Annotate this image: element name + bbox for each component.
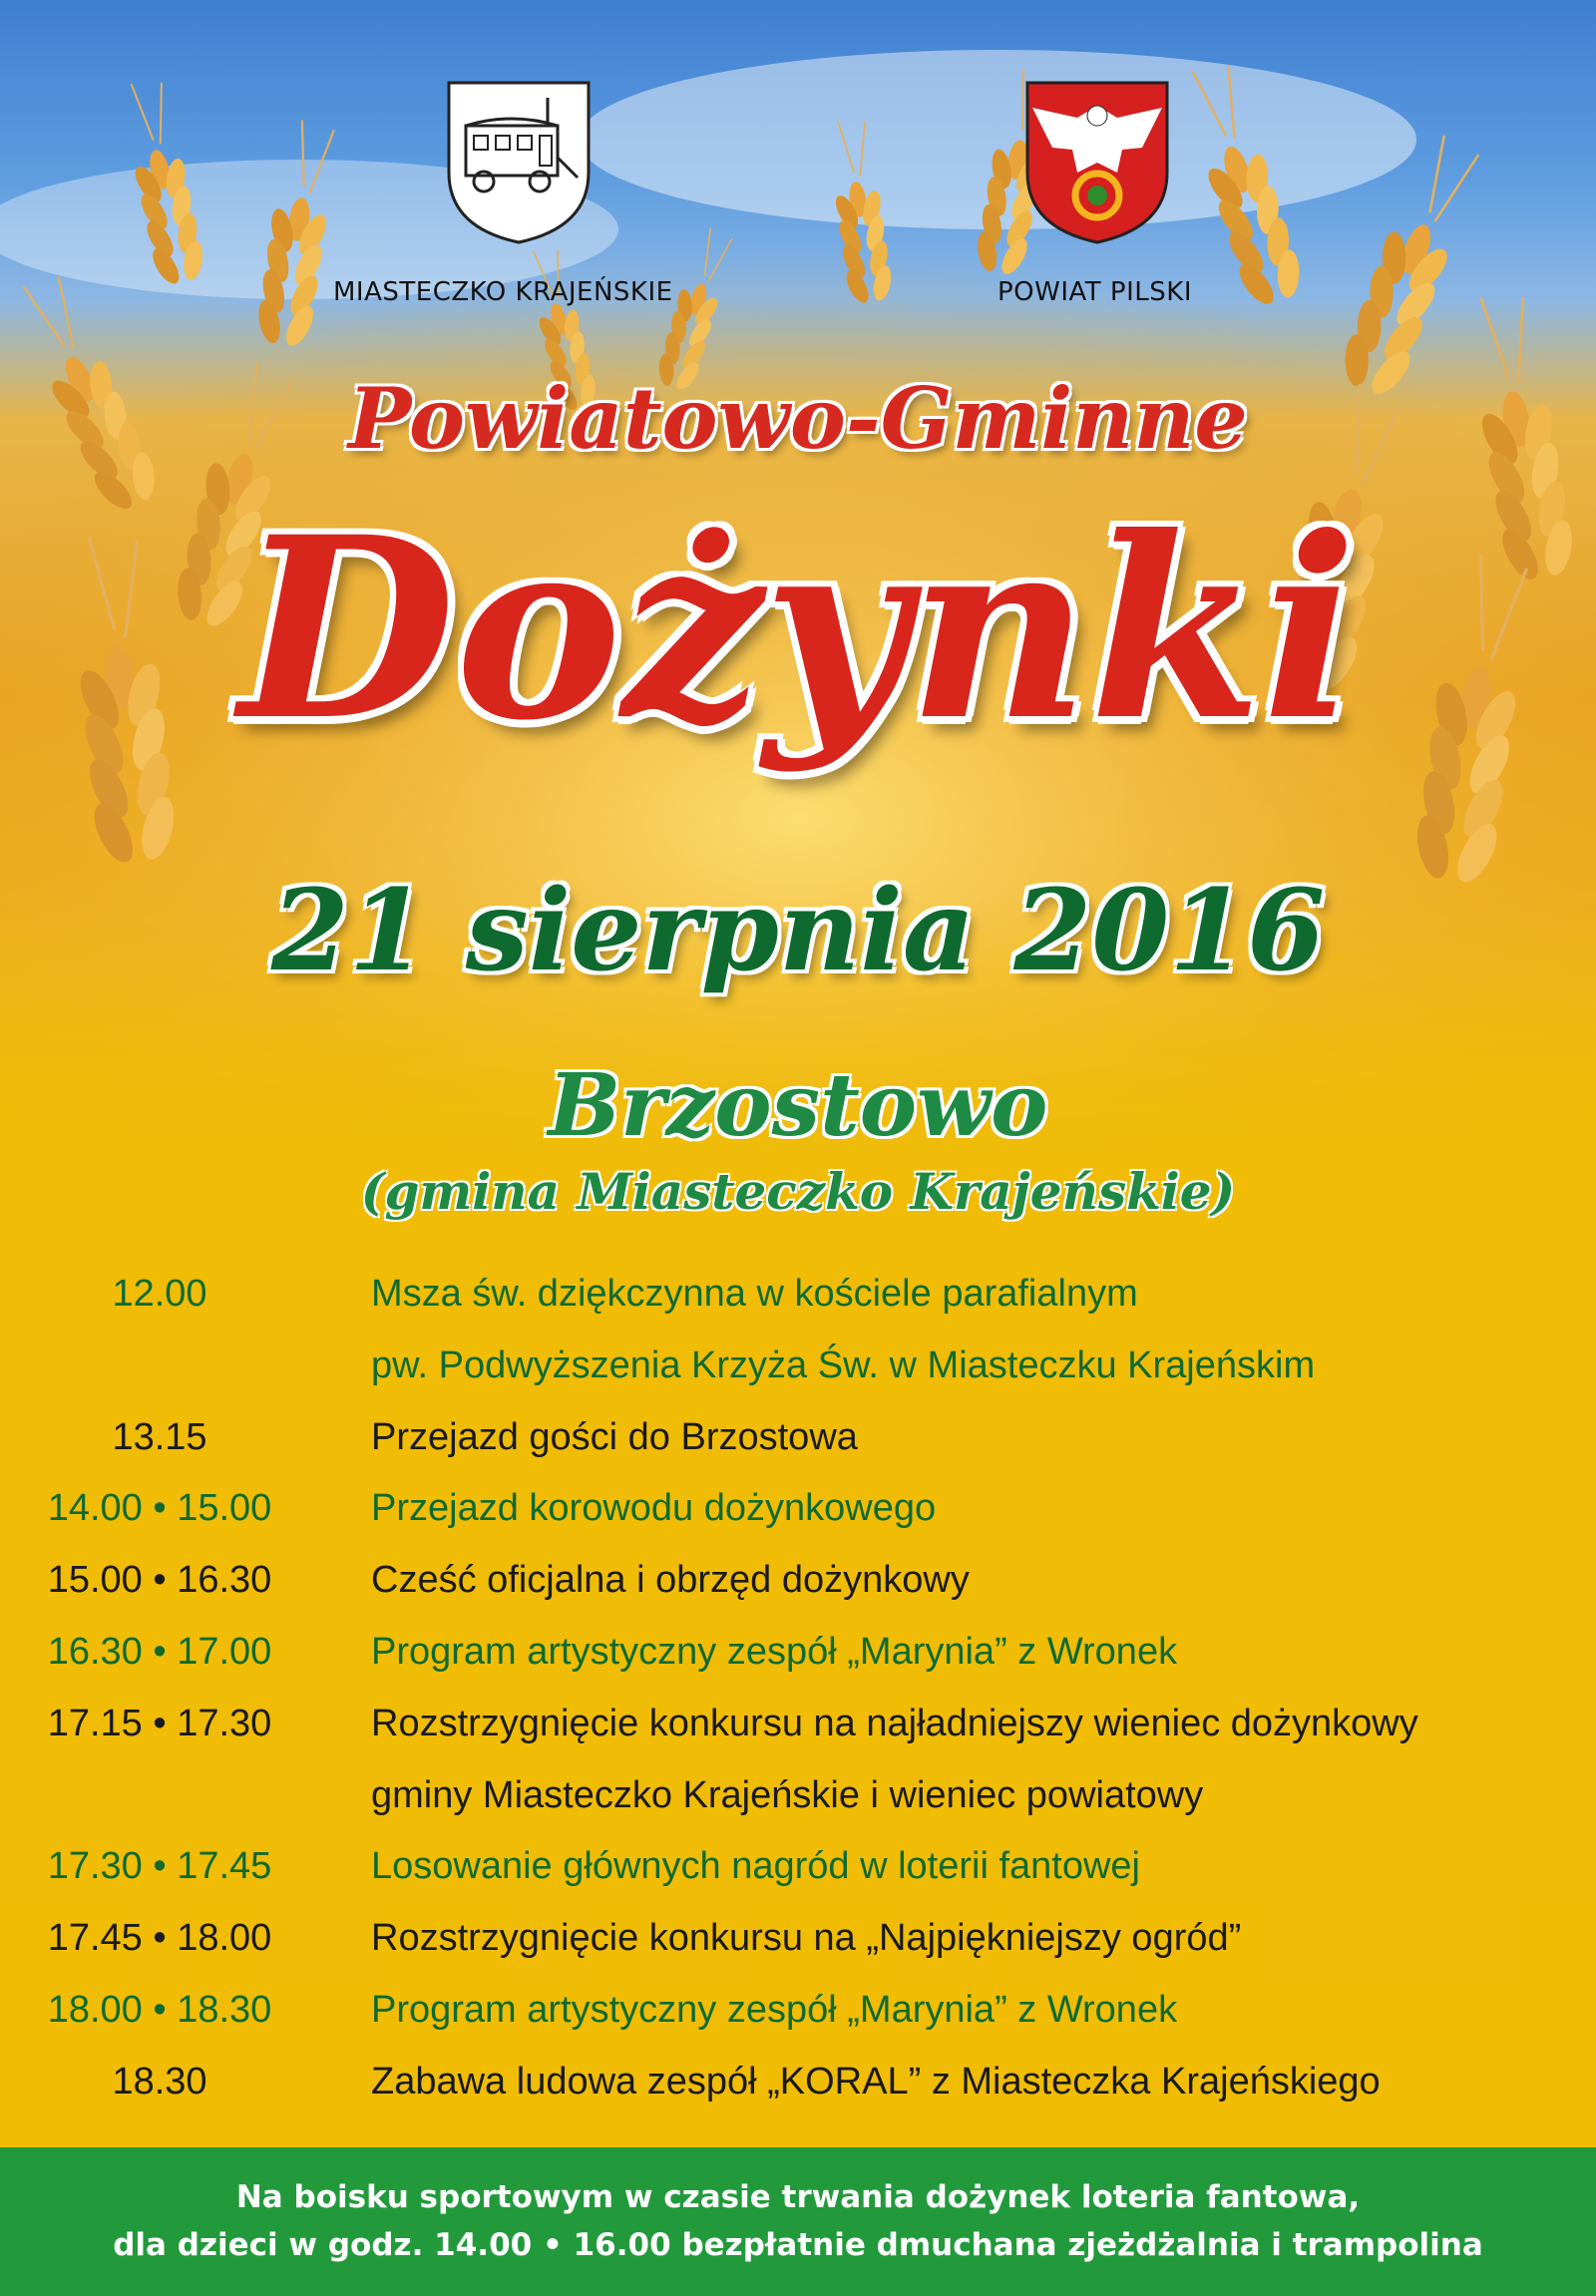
schedule-time: 16.30 • 17.00 xyxy=(47,1630,272,1673)
schedule-description: Program artystyczny zespół „Marynia” z Wronek xyxy=(371,1630,1178,1673)
schedule-row xyxy=(0,1981,1596,2053)
schedule-time: 14.00 • 15.00 xyxy=(47,1487,272,1530)
schedule-description: Rozstrzygnięcie konkursu na „Najpiękniejszy ogród” xyxy=(371,1917,1242,1960)
footer-line-2: dla dzieci w godz. 14.00 • 16.00 bezpłatnie dmuchana zjeżdżalnia i trampolina xyxy=(113,2227,1483,2263)
schedule-description: Przejazd korowodu dożynkowego xyxy=(371,1487,937,1530)
schedule-time: 15.00 • 16.30 xyxy=(47,1559,272,1602)
right-logo-label: POWIAT PILSKI xyxy=(998,277,1192,307)
schedule-time: 17.45 • 18.00 xyxy=(47,1917,272,1960)
schedule-row xyxy=(0,1265,1596,1337)
schedule-row xyxy=(0,1551,1596,1623)
schedule-description: Zabawa ludowa zespół „KORAL” z Miasteczka Krajeńskiego xyxy=(371,2060,1381,2103)
miasteczko-krajenskie-coat-of-arms xyxy=(444,78,594,247)
logos-bar xyxy=(0,0,1596,319)
schedule-time: 17.15 • 17.30 xyxy=(47,1702,272,1744)
schedule-description: Cześć oficjalna i obrzęd dożynkowy xyxy=(371,1559,970,1602)
schedule-description: Program artystyczny zespół „Marynia” z Wronek xyxy=(371,1988,1178,2031)
schedule-row xyxy=(0,1337,1596,1408)
schedule-description: pw. Podwyższenia Krzyża Św. w Miasteczku Krajeńskim xyxy=(371,1343,1316,1386)
subtitle-powiatowo-gminne: Powiatowo-Gminne xyxy=(348,369,1248,468)
event-date: 21 sierpnia 2016 xyxy=(270,866,1326,996)
event-place: Brzostowo xyxy=(548,1055,1048,1156)
schedule-description: Rozstrzygnięcie konkursu na najładniejszy wieniec dożynkowy xyxy=(371,1702,1418,1744)
schedule-row xyxy=(0,1479,1596,1551)
schedule-row xyxy=(0,1623,1596,1695)
schedule-row xyxy=(0,1766,1596,1838)
footer-banner xyxy=(0,2147,1596,2296)
main-title-dozynki: Dożynki xyxy=(238,482,1358,775)
schedule-row xyxy=(0,1837,1596,1909)
footer-line-1: Na boisku sportowym w czasie trwania dożynek loteria fantowa, xyxy=(235,2179,1361,2215)
schedule-description: Losowanie głównych nagród w loterii fantowej xyxy=(371,1845,1141,1888)
left-logo-label: MIASTECZKO KRAJEŃSKIE xyxy=(333,277,673,307)
powiat-pilski-coat-of-arms xyxy=(1022,78,1172,247)
schedule-row xyxy=(0,2053,1596,2124)
schedule-row xyxy=(0,1695,1596,1766)
schedule-description: Przejazd gości do Brzostowa xyxy=(371,1415,858,1458)
schedule-time: 17.30 • 17.45 xyxy=(47,1845,272,1888)
schedule-description: gminy Miasteczko Krajeńskie i wieniec powiatowy xyxy=(371,1773,1204,1816)
schedule-time: 18.00 • 18.30 xyxy=(47,1988,272,2031)
event-gmina: (gmina Miasteczko Krajeńskie) xyxy=(360,1162,1236,1221)
schedule-description: Msza św. dziękczynna w kościele parafialnym xyxy=(371,1273,1138,1315)
schedule-list xyxy=(0,1265,1596,2124)
schedule-row xyxy=(0,1408,1596,1480)
schedule-row xyxy=(0,1909,1596,1981)
schedule-time: 18.30 xyxy=(112,2060,207,2103)
schedule-time: 13.15 xyxy=(112,1415,207,1458)
schedule-time: 12.00 xyxy=(112,1273,207,1315)
